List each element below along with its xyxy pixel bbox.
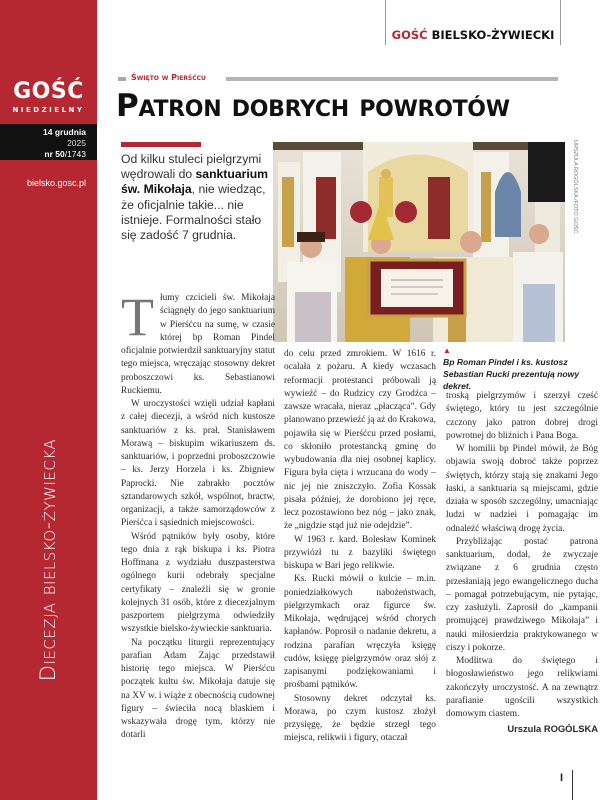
paragraph: W 1963 r. kard. Bolesław Kominek przywiózł tu z bazyliki świętego biskupa w Bari jego relikwie. [284, 534, 436, 571]
paragraph: W uroczystości wzięli udział kapłani z całej diecezji, a wśród nich kustosze sanktuariów z ks. prał. Stanisławem Morawą – biskupim wikariuszem ds. sanktuariów, i poprzedni proboszczowie – ks. Jerzy Horzela i ks. Zbigniew Paprocki. Nie zabrakło pocztów sztandarowych szkół, wspólnot, bractw, organizacji, a także samorządowców z Pierśćca i sąsiednich miejscowości. [121, 399, 275, 529]
article-title: Patron dobrych powrotów [116, 88, 510, 124]
logo-main: GOŚĆ [13, 79, 84, 104]
section-masthead [385, 0, 561, 45]
article-author: Urszula ROGÓLSKA [507, 723, 598, 735]
article-column-3 [446, 390, 598, 736]
kicker-label: Święto w Pierśćcu [131, 73, 206, 82]
paragraph: Przybliżając postać patrona sanktuarium, dodał, że zwyczaje związane z 6 grudnia często przesłaniają jego ewangelicznego ducha – pomagał potrzebującym, nie pytając, czy zasłużyli. Zaprosił do „kampanii promującej prawdziwego Mikołaja” i nauki miłosierdzia praktykowanego w ciszy i pokorze. [446, 536, 598, 653]
masthead-region: BIELSKO-ŻYWIECKI [431, 28, 555, 42]
paragraph: Na początku liturgii reprezentujący parafian Adam Zając przedstawił historię tego miejsca. W Pierśćcu początek kultu św. Mikołaja datuje się na XV w. i wiąże z obecnością cudownej figury – świeciła nocą blaskiem i wskazywała drogę tym, którzy nie dotarli [121, 637, 275, 741]
kicker-square [118, 77, 126, 81]
issue-year: 2025 [67, 138, 86, 148]
paragraph: troską pielgrzymów i szerzył cześć świętego, który tu jest szczególnie czczony jako patron dobrej drogi powrotnej do bliźnich i Pana Boga. [446, 391, 598, 441]
article-column-1 [121, 287, 275, 743]
paragraph: Modlitwa do świętego i błogosławieństwo jego relikwiami zakończyły uroczystość. A na zewnątrz parafianie ugościli wszystkich domowym ciastem. [446, 656, 598, 719]
paragraph: łumy czcicieli św. Mikołaja ściągnęły do jego sanktuarium w Pierśćcu na sumę, w czasie której bp Roman Pindel oficjalnie potwierdził sanktuaryjny statut tego miejsca, wręczając stosowny dekret proboszczowi ks. Sebastianowi Ruckiemu. [121, 293, 275, 396]
article-photo[interactable] [273, 142, 565, 342]
triangle-up-icon: ▲ [443, 346, 451, 355]
logo-sub: NIEDZIELNY [12, 106, 85, 114]
article-column-2 [284, 348, 436, 746]
kicker-rule [226, 77, 558, 81]
issue-date: 14 grudnia [43, 127, 86, 137]
caption-text: Bp Roman Pindel i ks. kustosz Sebastian Rucki prezentują nowy dekret. [443, 357, 580, 391]
lead-accent-bar [121, 142, 201, 147]
paragraph: do celu przed zmrokiem. W 1616 r. ocalała z pożaru. A kiedy wczasach reformacji protestanci próbowali ją wywieźć – do Rudzicy czy Grodźca – zawsze wracała, nieraz „płacząca”. Gdy planowano przewieźć ją aż do Krakowa, pojawiła się w Pierśćcu przed posłami, co skłoniło protestancką gminę do wybudowania dla niej osobnej kaplicy. Figura była cięta i wrzucana do wody – nic jej nie zniszczyło. Zofia Kossak pisała później, że dorobiono jej ręce, lecz pozostawiono bez nóg – jako znak, że „nigdzie stąd już nie odejdzie”. [284, 349, 437, 532]
issue-date-box [0, 124, 97, 160]
photo-caption [443, 346, 598, 392]
paragraph: Ks. Rucki mówił o kulcie – m.in. poniedziałkowych nabożeństwach, pielgrzymkach oraz figurce św. Mikołaja, wędrującej wśród chorych kapłanów. Poprosił o nadanie dekretu, a rodzina parafian wręczyła księgę cudów, księgę pielgrzymów oraz słój z zapisanymi podziękowaniami i prośbami pątników. [284, 574, 436, 691]
sidebar [0, 0, 97, 800]
issue-number: nr 50/1743 [44, 149, 86, 159]
paragraph: Wśród pątników były osoby, które tego dnia z rąk biskupa i ks. Piotra Hoffmana z wydziału duszpasterstwa ogólnego kurii odebrały specjalne certyfikaty – znaleźli się w gronie kolejnych 31 osób, które z diecezjalnym paszportem pielgrzyma odwiedziły wszystkie bielsko-żywieckie sanktuaria. [121, 531, 275, 635]
page-number-rule [572, 770, 573, 800]
paragraph: Stosowny dekret odczytał ks. Morawa, po czym kustosz złożył przysięgę, że będzie strzegł tego miejsca, relikwii i figury, otaczał [284, 693, 436, 744]
page-number: I [560, 772, 564, 784]
article-lead: Od kilku stuleci pielgrzymi wędrowali do sanktuarium św. Mikołaja, nie wiedząc, że oficjalnie takie... nie istnieje. Formalności stało się zadość 7 grudnia. [121, 152, 269, 243]
paragraph: W homilii bp Pindel mówił, że Bóg objawia swoją dobroć także poprzez świętych, którzy stają się znakami Jego łaski, a sanktuaria są miejscami, gdzie działa w sposób szczególny, umacniając ludzi w nadziei i pomagając im odnaleźć właściwą drogę życia. [446, 444, 598, 534]
photo-credit: URSZULA ROGÓLSKA /FOTO GOŚĆ [572, 140, 578, 234]
drop-cap: T [121, 287, 154, 347]
masthead-brand: GOŚĆ [391, 28, 428, 42]
diocese-label: Diecezja bielsko-żywiecka [36, 438, 60, 682]
gosc-niedzielny-logo [0, 80, 97, 114]
article-kicker [118, 73, 558, 85]
website-link[interactable]: bielsko.gosc.pl [26, 178, 86, 188]
